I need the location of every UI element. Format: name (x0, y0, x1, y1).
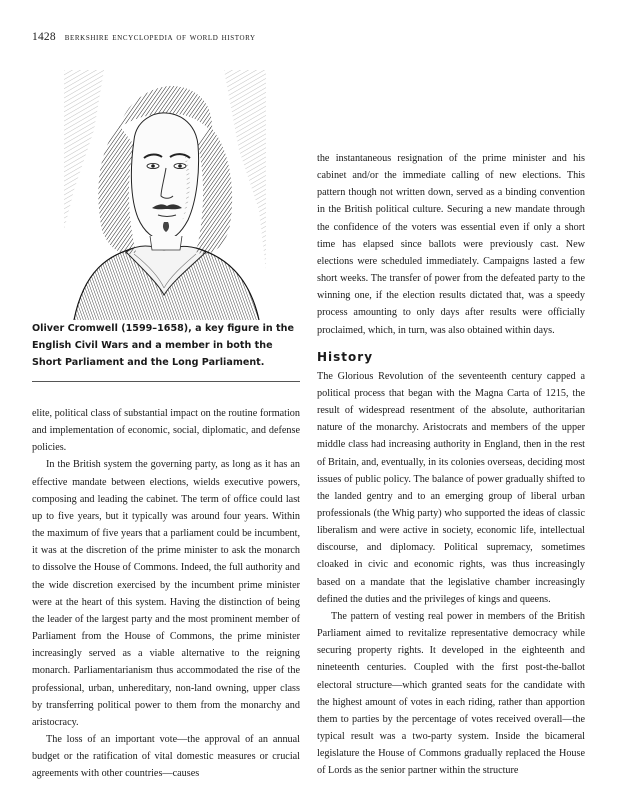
page-number: 1428 (32, 31, 56, 43)
body-paragraph: the instantaneous resignation of the prime minister and his cabinet and/or the immediate calling of new elections. This pattern though not written down, served as a binding convention in the British political culture. Securing a new mandate through the confidence of the voters was essential even if only a short time has elapsed since ballots were previously cast. New elections were scheduled immediately. Campaigns lasted a few short weeks. The transfer of power from the defeated party to the winning one, if the election results dictated that, was a speedy process amounting to only days after results were officially proclaimed, which, in turn, was also obtained within days. (317, 153, 585, 336)
running-header (32, 31, 256, 43)
running-title: berkshire encyclopedia of world history (64, 32, 256, 43)
body-paragraph: In the British system the governing party, as long as it has an effective mandate between elections, wields executive powers, composing and leading the cabinet. The term of office could last up to five years, but it typically was around four years. Within the maximum of five years that a parliament could be incumbent, it was at the discretion of the prime minister to ask the monarch to dissolve the House of Commons. Indeed, the full authority and the wide discretion exercised by the incumbent prime minister were at the heart of this system. Having the distinction of being the leader of the largest party and the most prominent member of Parliament from the House of Commons, the prime minister increasingly served as a viable alternative to the reigning monarch. Parliamentarianism thus accommodated the rise of the professional, urban, unhereditary, non-land owning, upper class by transferring political power to them from the monarchy and aristocracy. (32, 459, 300, 728)
body-paragraph: The loss of an important vote—the approval of an annual budget or the ratification of vital domestic measures or crucial agreements with other countries—causes (32, 733, 300, 780)
body-paragraph: The Glorious Revolution of the seventeenth century capped a political process that began with the Magna Carta of 1215, the result of widespread resentment of the absolute, authoritarian nature of the monarchy. Aristocrats and members of the upper middle class had increasing authority in England, then in the rest of Britain, and, eventually, in its colonies overseas, deciding most issues of public policy. The balance of power gradually shifted to the landed gentry and to an emerging group of liberal urban professionals (the Whig party) who supported the ideas of classic liberalism and were active in society, economic life, intellectual discourse, and diplomacy. Political supremacy, sometimes cloaked in civic and economic rights, was thus increasingly based on a mandate that the legislative chamber increasingly defined the duties and the privileges of kings and queens. (317, 370, 585, 605)
figure-caption: Oliver Cromwell (1599–1658), a key figure in the English Civil Wars and a member in both the Short Parliament and the Long Parliament. (32, 323, 294, 368)
left-column (32, 405, 300, 782)
body-paragraph: elite, political class of substantial impact on the routine formation and implementation of economic, social, diplomatic, and defense policies. (32, 408, 300, 454)
caption-divider (32, 381, 300, 382)
right-column (317, 150, 585, 779)
portrait-illustration (64, 70, 266, 320)
body-paragraph: The pattern of vesting real power in members of the British Parliament aimed to revitalize representative democracy while securing property rights. It developed in the eighteenth and nineteenth centuries. Coupled with the first post-the-ballot electoral structure—which granted seats for the candidate with the highest amount of votes in each riding, rather than apportion them to parties by the percentage of votes received overall—the typical result was a two-party system. Inside the bicameral legislature the House of Commons gradually replaced the House of Lords as the senior partner within the structure (317, 610, 585, 777)
section-heading: History (317, 349, 374, 364)
